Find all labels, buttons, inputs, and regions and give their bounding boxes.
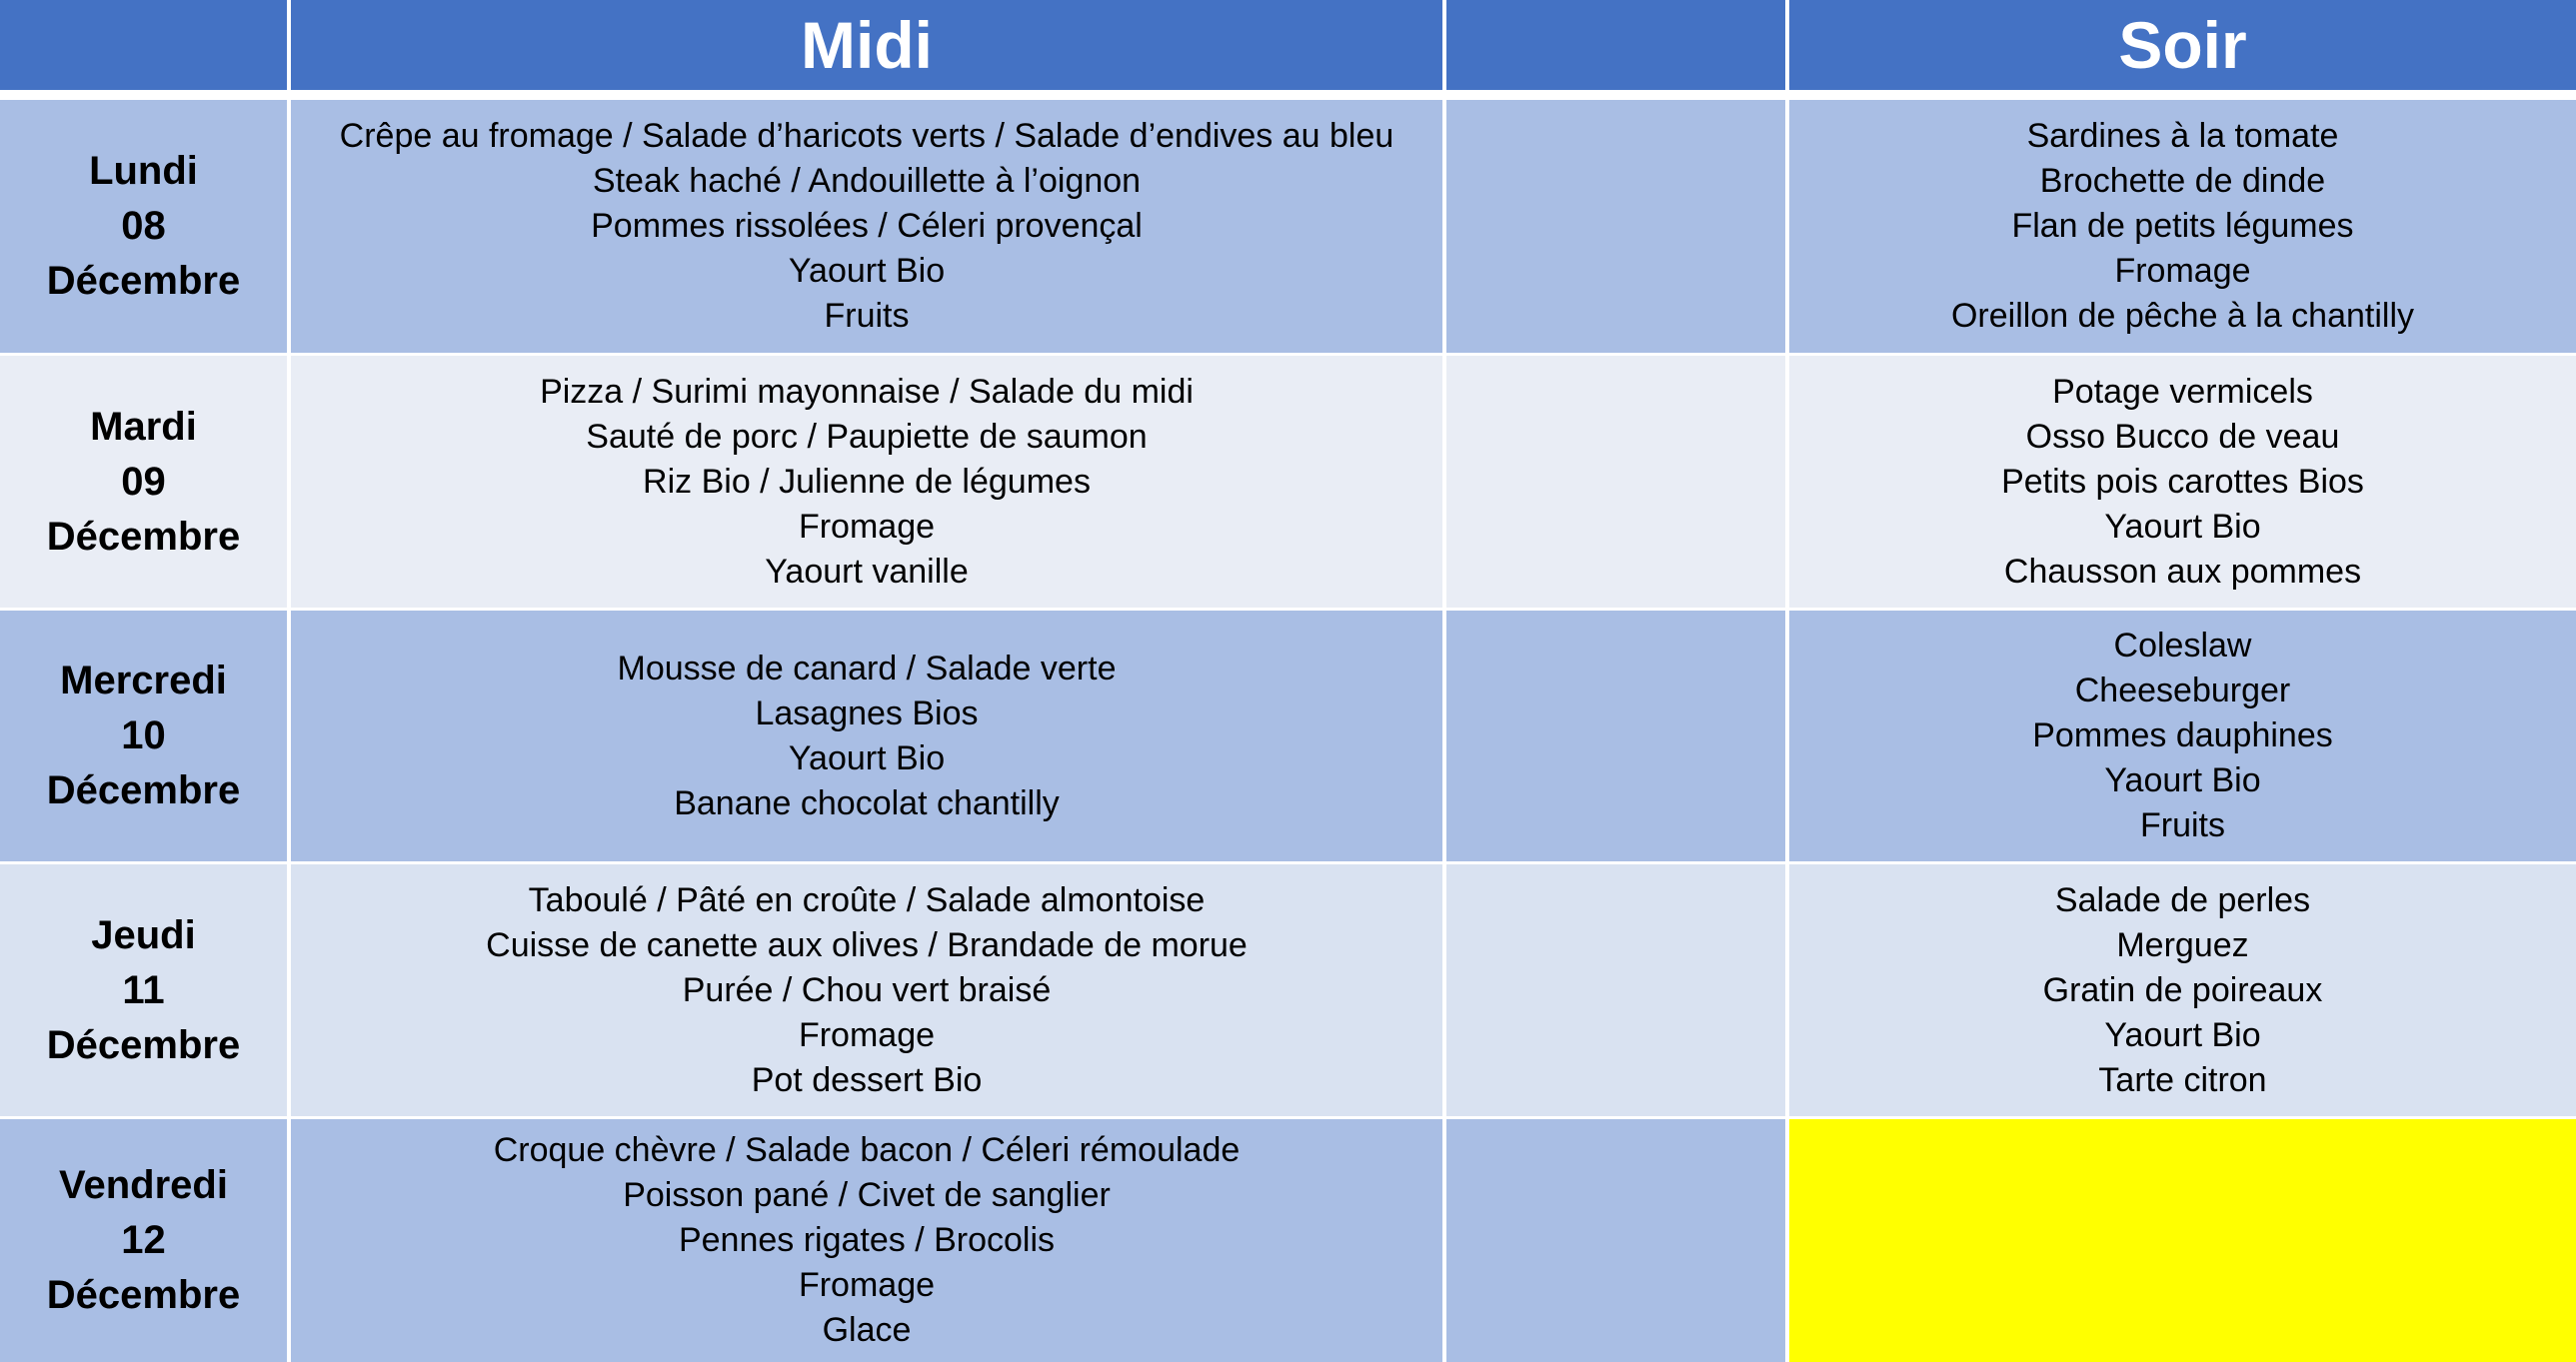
meal-line: Yaourt Bio (788, 738, 946, 777)
meal-line: Pommes rissolées / Céleri provençal (591, 207, 1143, 245)
meal-line: Cheeseburger (2074, 672, 2291, 709)
meal-line: Flan de petits légumes (2011, 207, 2354, 245)
day-name: Jeudi (91, 912, 196, 957)
meal-line: Pot dessert Bio (751, 1060, 983, 1099)
day-number: 11 (122, 967, 165, 1012)
midi-cell-vendredi (291, 1119, 1446, 1362)
gap-cell (1446, 100, 1789, 356)
header-gap-cell (1446, 0, 1789, 100)
meal-line: Petits pois carottes Bios (2001, 462, 2364, 501)
day-number: 10 (121, 713, 166, 757)
day-name: Lundi (89, 149, 198, 193)
meal-line: Glace (822, 1311, 912, 1349)
meal-line: Chausson aux pommes (2003, 552, 2362, 591)
day-cell-vendredi (0, 1119, 291, 1362)
meal-line: Yaourt Bio (788, 252, 946, 290)
meal-line: Yaourt vanille (765, 552, 969, 591)
header-soir: Soir (1789, 0, 2576, 100)
day-number: 08 (121, 204, 166, 248)
meal-line: Steak haché / Andouillette à l’oignon (592, 162, 1142, 200)
meal-line: Fromage (798, 1015, 936, 1054)
meal-line: Fruits (2140, 806, 2225, 844)
day-cell-lundi (0, 100, 291, 356)
meal-line: Croque chèvre / Salade bacon / Céleri rémoulade (493, 1131, 1241, 1169)
meal-line: Banane chocolat chantilly (674, 783, 1060, 822)
meal-line: Brochette de dinde (2039, 162, 2326, 200)
day-month: Décembre (46, 768, 241, 812)
day-cell-mardi (0, 356, 291, 611)
meal-line: Coleslaw (2113, 627, 2252, 665)
meal-line: Pennes rigates / Brocolis (678, 1221, 1056, 1259)
meal-line: Pizza / Surimi mayonnaise / Salade du midi (540, 372, 1194, 411)
day-month: Décembre (46, 514, 241, 559)
meal-line: Fromage (798, 507, 936, 546)
midi-cell-mardi (291, 356, 1446, 611)
day-month: Décembre (46, 259, 241, 303)
meal-line: Taboulé / Pâté en croûte / Salade almontoise (528, 880, 1206, 919)
soir-cell-lundi (1789, 100, 2576, 356)
meal-line: Mousse de canard / Salade verte (617, 649, 1117, 687)
day-month: Décembre (46, 1022, 241, 1067)
day-name: Mercredi (60, 659, 227, 702)
day-name: Mardi (90, 404, 197, 449)
meal-line: Lasagnes Bios (755, 693, 979, 732)
midi-cell-lundi (291, 100, 1446, 356)
meal-line: Yaourt Bio (2104, 761, 2261, 799)
day-number: 09 (121, 459, 166, 504)
meal-line: Merguez (2116, 925, 2249, 964)
meal-line: Oreillon de pêche à la chantilly (1950, 297, 2415, 335)
gap-cell (1446, 611, 1789, 864)
day-month: Décembre (46, 1273, 241, 1317)
meal-line: Riz Bio / Julienne de légumes (643, 462, 1091, 501)
gap-cell (1446, 1119, 1789, 1362)
meal-line: Fromage (798, 1266, 936, 1304)
meal-line: Pommes dauphines (2032, 716, 2333, 754)
gap-cell (1446, 356, 1789, 611)
meal-line: Sauté de porc / Paupiette de saumon (586, 417, 1148, 456)
soir-cell-mardi (1789, 356, 2576, 611)
meal-line: Potage vermicels (2052, 372, 2313, 411)
day-number: 12 (121, 1218, 166, 1262)
midi-cell-jeudi (291, 864, 1446, 1119)
meal-line: Yaourt Bio (2104, 507, 2261, 546)
soir-cell-mercredi (1789, 611, 2576, 864)
gap-cell (1446, 864, 1789, 1119)
meal-line: Fromage (2114, 252, 2251, 290)
meal-line: Fruits (824, 297, 910, 335)
meal-line: Gratin de poireaux (2042, 970, 2323, 1009)
meal-line: Tarte citron (2098, 1060, 2267, 1099)
soir-cell-vendredi-highlighted (1789, 1119, 2576, 1362)
soir-cell-jeudi (1789, 864, 2576, 1119)
header-midi: Midi (291, 0, 1446, 100)
day-cell-jeudi (0, 864, 291, 1119)
day-name: Vendredi (59, 1163, 228, 1207)
meal-line: Cuisse de canette aux olives / Brandade de morue (486, 925, 1248, 964)
meal-line: Crêpe au fromage / Salade d’haricots verts / Salade d’endives au bleu (339, 117, 1394, 155)
header-day-cell (0, 0, 291, 100)
meal-line: Yaourt Bio (2104, 1015, 2261, 1054)
meal-line: Salade de perles (2054, 880, 2311, 919)
midi-cell-mercredi (291, 611, 1446, 864)
meal-line: Purée / Chou vert braisé (682, 970, 1052, 1009)
meal-line: Poisson pané / Civet de sanglier (623, 1176, 1111, 1214)
meal-line: Sardines à la tomate (2026, 117, 2339, 155)
meal-line: Osso Bucco de veau (2025, 417, 2340, 456)
day-cell-mercredi (0, 611, 291, 864)
